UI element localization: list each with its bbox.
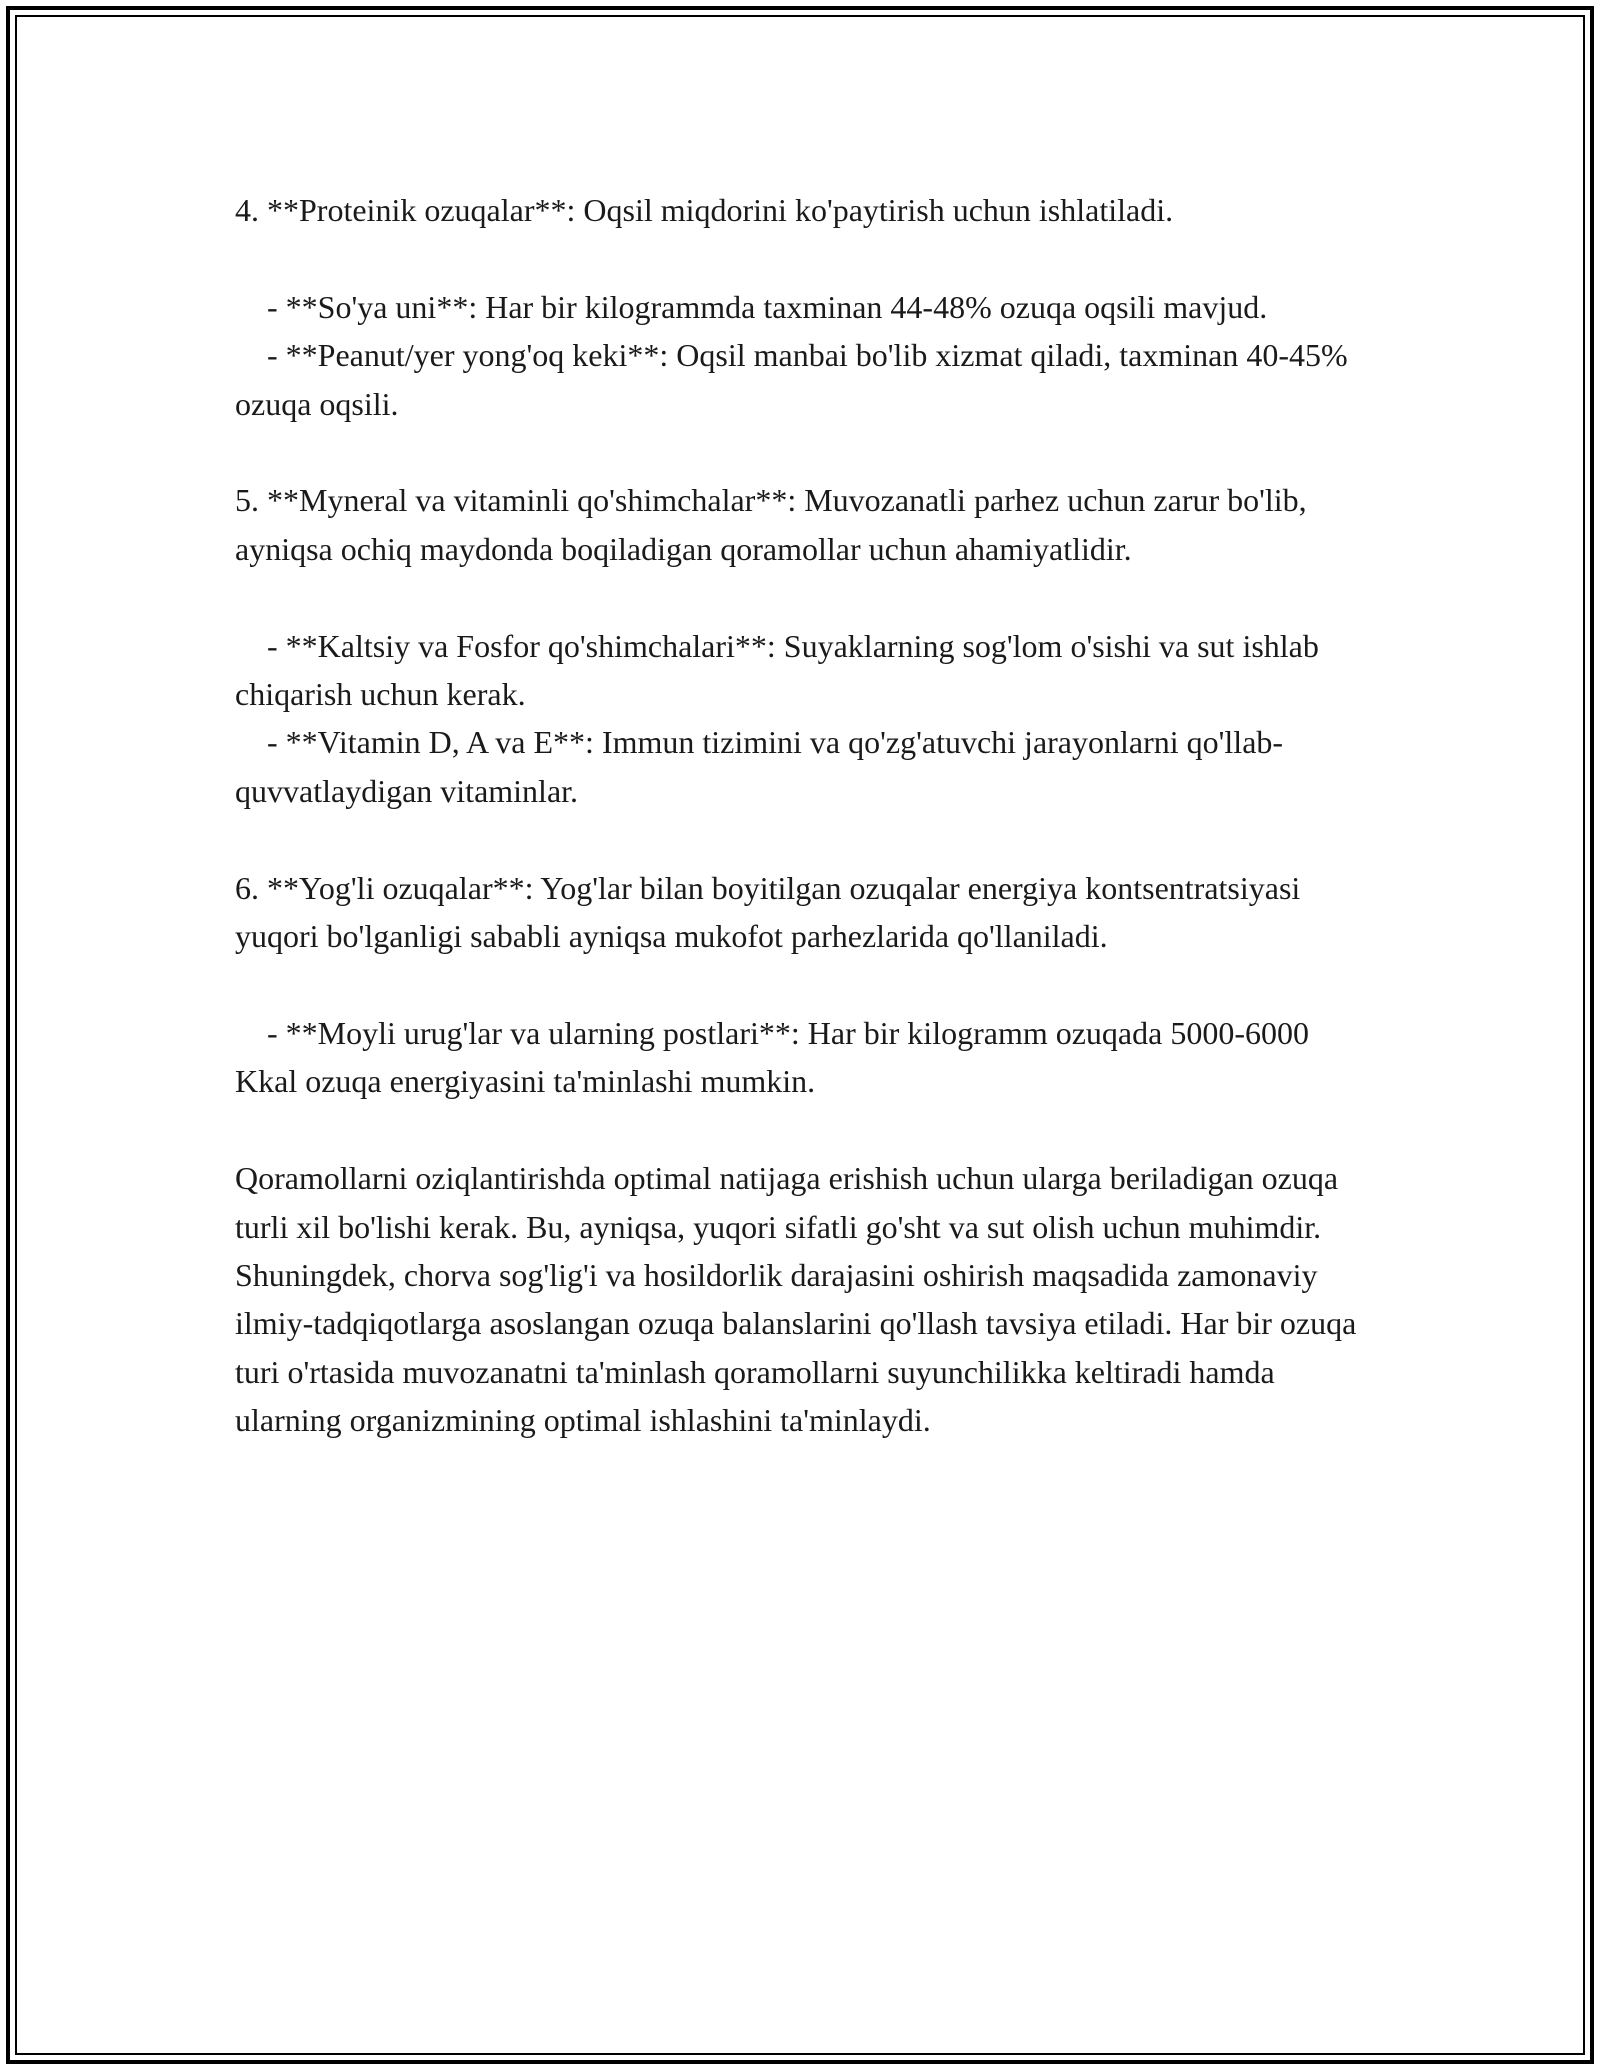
document-body-text: 4. **Proteinik ozuqalar**: Oqsil miqdorini ko'paytirish uchun ishlatiladi. - **So'ya uni**: Har bir kilogrammda taxminan 44-48% ozuqa oqsili mavjud. - **Peanut/yer yong'oq keki**: Oqsil manbai bo'lib xizmat qiladi, taxminan 40-45% ozuqa oqsili. 5. **Myneral va vitaminli qo'shimchalar**: Muvozanatli parhez uchun zarur bo'lib, ayniqsa ochiq maydonda boqiladigan qoramollar uchun ahamiyatlidir. - **Kaltsiy va Fosfor qo'shimchalari**: Suyaklarning sog'lom o'sishi va sut ishlab chiqarish uchun kerak. - **Vitamin D, A va E**: Immun tizimini va qo'zg'atuvchi jarayonlarni qo'llab-quvvatlaydigan vitaminlar. 6. **Yog'li ozuqalar**: Yog'lar bilan boyitilgan ozuqalar energiya kontsentratsiyasi yuqori bo'lganligi sababli ayniqsa mukofot parhezlarida qo'llaniladi. - **Moyli urug'lar va ularning postlari**: Har bir kilogramm ozuqada 5000-6000 Kkal ozuqa energiyasini ta'minlashi mumkin. Qoramollarni oziqlantirishda optimal natijaga erishish uchun ularga beriladigan ozuqa turli xil bo'lishi kerak. Bu, ayniqsa, yuqori sifatli go'sht va sut olish uchun muhimdir. Shuningdek, chorva sog'lig'i va hosildorlik darajasini oshirish maqsadida zamonaviy ilmiy-tadqiqotlarga asoslangan ozuqa balanslarini qo'llash tavsiya etiladi. Har bir ozuqa turi o'rtasida muvozanatni ta'minlash qoramollarni suyunchilikka keltiradi hamda ularning organizmining optimal ishlashini ta'minlaydi.	[235, 192, 1357, 1439]
